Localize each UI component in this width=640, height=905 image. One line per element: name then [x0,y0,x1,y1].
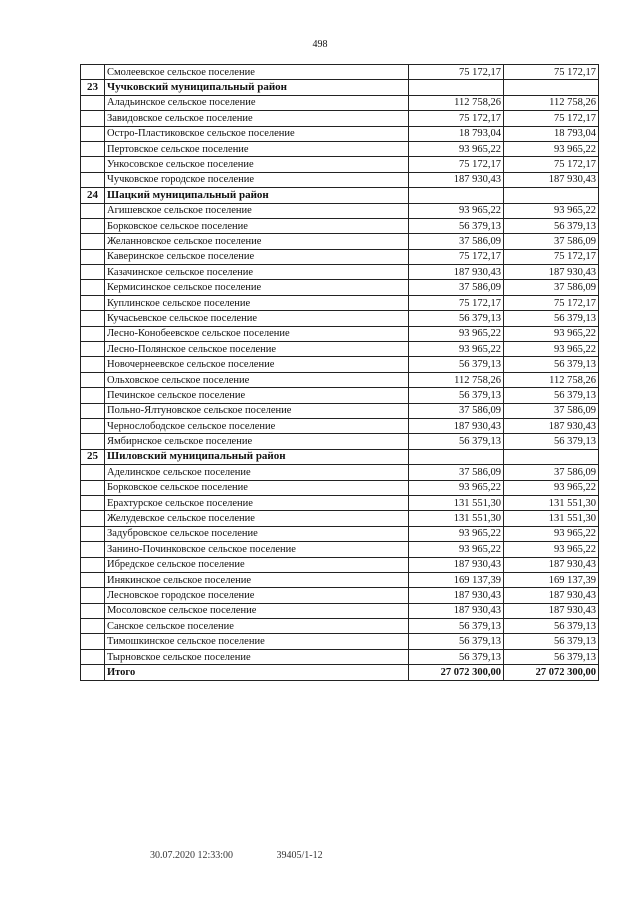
table-row [81,342,599,357]
page-number: 498 [312,39,328,50]
row-number-cell [81,542,105,557]
table-row [81,311,599,326]
district-header-row [81,80,599,95]
row-number-cell [81,634,105,649]
row-number-cell: 25 [81,449,105,464]
row-value-1-cell: 37 586,09 [409,280,504,295]
row-value-1-cell: 56 379,13 [409,649,504,664]
table-row [81,357,599,372]
row-value-1-cell [409,449,504,464]
row-value-1-cell: 187 930,43 [409,557,504,572]
table-row [81,326,599,341]
row-value-2-cell: 75 172,17 [504,111,599,126]
row-number-cell [81,418,105,433]
row-value-1-cell: 187 930,43 [409,418,504,433]
table-row [81,495,599,510]
row-number-cell [81,388,105,403]
row-number-cell [81,311,105,326]
row-value-2-cell: 37 586,09 [504,403,599,418]
row-value-1-cell: 187 930,43 [409,172,504,187]
row-number-cell [81,619,105,634]
row-value-1-cell: 187 930,43 [409,265,504,280]
row-number-cell [81,111,105,126]
row-name-cell: Остро-Пластиковское сельское поселение [105,126,409,141]
row-value-1-cell: 131 551,30 [409,511,504,526]
row-number-cell [81,511,105,526]
row-number-cell [81,280,105,295]
row-name-cell: Пертовское сельское поселение [105,141,409,156]
row-value-2-cell: 93 965,22 [504,526,599,541]
row-name-cell: Ерахтурское сельское поселение [105,495,409,510]
table-row [81,542,599,557]
row-number-cell [81,372,105,387]
footer [150,850,323,861]
table-body [81,65,599,681]
row-name-cell: Смолеевское сельское поселение [105,65,409,80]
row-value-1-cell [409,80,504,95]
row-number-cell [81,526,105,541]
row-value-1-cell: 56 379,13 [409,634,504,649]
row-name-cell: Чернослободское сельское поселение [105,418,409,433]
row-value-1-cell: 93 965,22 [409,542,504,557]
table-row [81,172,599,187]
row-value-2-cell: 56 379,13 [504,634,599,649]
row-name-cell: Лесно-Конобеевское сельское поселение [105,326,409,341]
row-number-cell [81,495,105,510]
row-name-cell: Куплинское сельское поселение [105,295,409,310]
row-value-1-cell: 93 965,22 [409,141,504,156]
row-value-1-cell: 75 172,17 [409,295,504,310]
row-number-cell [81,572,105,587]
row-number-cell [81,403,105,418]
row-value-2-cell: 93 965,22 [504,326,599,341]
table-row [81,619,599,634]
table-row [81,418,599,433]
row-value-1-cell: 56 379,13 [409,218,504,233]
row-name-cell: Ибредское сельское поселение [105,557,409,572]
row-value-1-cell: 187 930,43 [409,603,504,618]
row-value-1-cell: 131 551,30 [409,495,504,510]
row-value-1-cell: 75 172,17 [409,65,504,80]
row-number-cell [81,326,105,341]
row-name-cell: Аделинское сельское поселение [105,465,409,480]
row-number-cell [81,649,105,664]
table-row [81,634,599,649]
row-name-cell: Итого [105,665,409,680]
table-row [81,157,599,172]
row-value-2-cell: 75 172,17 [504,295,599,310]
row-value-1-cell: 187 930,43 [409,588,504,603]
row-value-2-cell: 112 758,26 [504,372,599,387]
row-value-1-cell: 37 586,09 [409,403,504,418]
row-value-2-cell: 56 379,13 [504,357,599,372]
row-name-cell: Кучасьевское сельское поселение [105,311,409,326]
row-value-1-cell: 112 758,26 [409,372,504,387]
row-name-cell: Агишевское сельское поселение [105,203,409,218]
row-value-1-cell: 112 758,26 [409,95,504,110]
row-value-2-cell: 56 379,13 [504,649,599,664]
row-number-cell [81,665,105,680]
row-number-cell [81,249,105,264]
table-row [81,234,599,249]
row-value-2-cell: 187 930,43 [504,265,599,280]
row-number-cell [81,295,105,310]
row-value-2-cell: 75 172,17 [504,157,599,172]
table-row [81,111,599,126]
row-value-2-cell: 56 379,13 [504,619,599,634]
row-value-2-cell: 56 379,13 [504,388,599,403]
row-name-cell: Казачинское сельское поселение [105,265,409,280]
row-value-1-cell: 56 379,13 [409,311,504,326]
row-number-cell [81,172,105,187]
total-row [81,665,599,680]
row-name-cell: Санское сельское поселение [105,619,409,634]
table-row [81,95,599,110]
row-value-1-cell: 75 172,17 [409,111,504,126]
row-value-1-cell: 75 172,17 [409,249,504,264]
table-row [81,480,599,495]
row-name-cell: Желанновское сельское поселение [105,234,409,249]
budget-table [80,64,599,681]
table-row [81,465,599,480]
row-value-2-cell: 187 930,43 [504,418,599,433]
row-value-2-cell: 56 379,13 [504,434,599,449]
row-value-1-cell: 56 379,13 [409,357,504,372]
row-value-2-cell: 187 930,43 [504,172,599,187]
table-row [81,526,599,541]
row-number-cell [81,434,105,449]
row-name-cell: Ункосовское сельское поселение [105,157,409,172]
row-name-cell: Лесновское городское поселение [105,588,409,603]
row-name-cell: Мосоловское сельское поселение [105,603,409,618]
row-name-cell: Шацкий муниципальный район [105,188,409,203]
row-name-cell: Чучковский муниципальный район [105,80,409,95]
row-value-1-cell: 93 965,22 [409,326,504,341]
table-row [81,265,599,280]
row-number-cell [81,65,105,80]
row-number-cell [81,480,105,495]
row-name-cell: Печинское сельское поселение [105,388,409,403]
row-value-1-cell: 169 137,39 [409,572,504,587]
table-row [81,218,599,233]
row-value-2-cell: 27 072 300,00 [504,665,599,680]
row-value-1-cell: 93 965,22 [409,526,504,541]
row-number-cell [81,265,105,280]
row-value-1-cell: 56 379,13 [409,619,504,634]
row-value-1-cell: 93 965,22 [409,203,504,218]
row-name-cell: Борковское сельское поселение [105,480,409,495]
row-name-cell: Инякинское сельское поселение [105,572,409,587]
table-row [81,372,599,387]
table-row [81,388,599,403]
row-name-cell: Польно-Ялтуновское сельское поселение [105,403,409,418]
row-value-2-cell: 37 586,09 [504,465,599,480]
district-header-row [81,449,599,464]
row-value-1-cell: 18 793,04 [409,126,504,141]
table-row [81,403,599,418]
district-header-row [81,188,599,203]
row-value-2-cell: 75 172,17 [504,65,599,80]
row-name-cell: Желудевское сельское поселение [105,511,409,526]
row-name-cell: Лесно-Полянское сельское поселение [105,342,409,357]
row-number-cell [81,203,105,218]
row-number-cell [81,357,105,372]
row-value-2-cell [504,80,599,95]
row-number-cell [81,218,105,233]
table-row [81,295,599,310]
footer-timestamp: 30.07.2020 12:33:00 [150,850,234,861]
row-number-cell [81,603,105,618]
row-value-2-cell: 187 930,43 [504,588,599,603]
row-number-cell [81,342,105,357]
row-number-cell [81,557,105,572]
table-row [81,649,599,664]
row-name-cell: Ямбирнское сельское поселение [105,434,409,449]
row-name-cell: Занино-Починковское сельское поселение [105,542,409,557]
row-name-cell: Тимошкинское сельское поселение [105,634,409,649]
row-value-2-cell: 187 930,43 [504,557,599,572]
table-row [81,434,599,449]
table-row [81,141,599,156]
row-name-cell: Аладьинское сельское поселение [105,95,409,110]
row-value-2-cell: 187 930,43 [504,603,599,618]
row-number-cell [81,95,105,110]
row-name-cell: Шиловский муниципальный район [105,449,409,464]
row-value-1-cell: 93 965,22 [409,480,504,495]
row-value-2-cell: 37 586,09 [504,234,599,249]
row-number-cell [81,157,105,172]
row-number-cell [81,141,105,156]
row-value-1-cell [409,188,504,203]
row-number-cell [81,234,105,249]
row-value-2-cell: 18 793,04 [504,126,599,141]
table-row [81,203,599,218]
row-name-cell: Борковское сельское поселение [105,218,409,233]
table-row [81,572,599,587]
row-value-2-cell: 93 965,22 [504,480,599,495]
row-name-cell: Завидовское сельское поселение [105,111,409,126]
table-row [81,603,599,618]
table-row [81,65,599,80]
row-number-cell [81,465,105,480]
row-value-2-cell: 93 965,22 [504,342,599,357]
table-row [81,249,599,264]
table-row [81,588,599,603]
row-name-cell: Кермисинское сельское поселение [105,280,409,295]
row-value-2-cell: 131 551,30 [504,511,599,526]
row-value-2-cell: 112 758,26 [504,95,599,110]
row-name-cell: Ольховское сельское поселение [105,372,409,387]
row-name-cell: Тырновское сельское поселение [105,649,409,664]
row-value-2-cell: 37 586,09 [504,280,599,295]
row-value-2-cell: 56 379,13 [504,311,599,326]
footer-document-id: 39405/1-12 [276,850,323,861]
row-value-2-cell: 93 965,22 [504,542,599,557]
row-name-cell: Новочернеевское сельское поселение [105,357,409,372]
row-value-1-cell: 93 965,22 [409,342,504,357]
row-value-2-cell: 131 551,30 [504,495,599,510]
row-value-2-cell: 93 965,22 [504,141,599,156]
row-value-2-cell: 169 137,39 [504,572,599,587]
table-row [81,280,599,295]
row-value-2-cell: 93 965,22 [504,203,599,218]
row-value-1-cell: 37 586,09 [409,234,504,249]
row-value-2-cell: 75 172,17 [504,249,599,264]
row-number-cell [81,126,105,141]
row-name-cell: Чучковское городское поселение [105,172,409,187]
row-value-2-cell [504,449,599,464]
row-value-1-cell: 56 379,13 [409,434,504,449]
row-name-cell: Задубровское сельское поселение [105,526,409,541]
row-value-1-cell: 75 172,17 [409,157,504,172]
row-value-2-cell [504,188,599,203]
table-row [81,557,599,572]
row-value-2-cell: 56 379,13 [504,218,599,233]
row-name-cell: Каверинское сельское поселение [105,249,409,264]
row-number-cell [81,588,105,603]
row-number-cell: 24 [81,188,105,203]
row-number-cell: 23 [81,80,105,95]
table-row [81,126,599,141]
row-value-1-cell: 27 072 300,00 [409,665,504,680]
row-value-1-cell: 56 379,13 [409,388,504,403]
table-row [81,511,599,526]
row-value-1-cell: 37 586,09 [409,465,504,480]
